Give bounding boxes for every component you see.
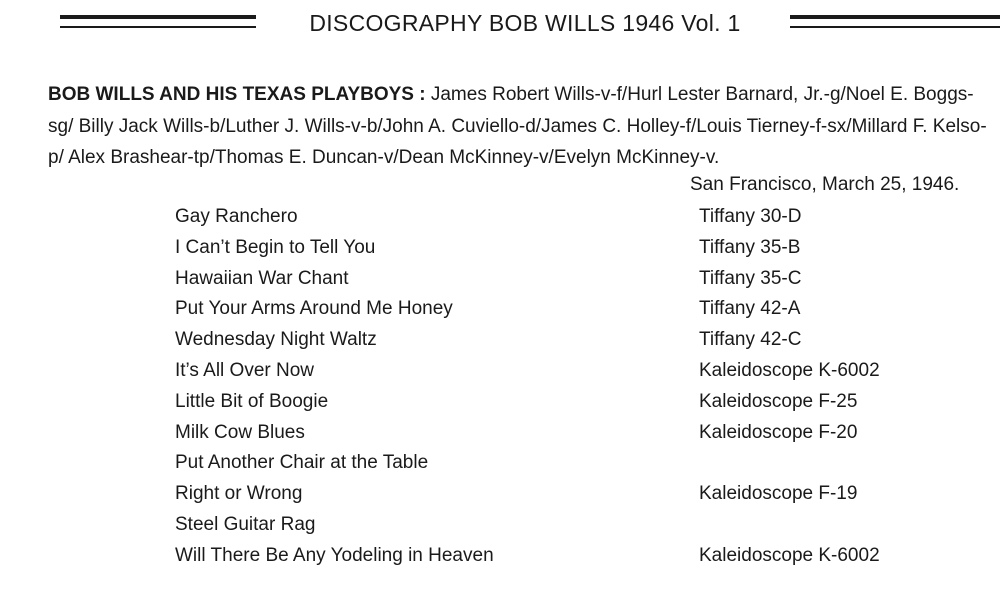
rule-thick-line (790, 15, 1000, 19)
track-title: It’s All Over Now (175, 359, 315, 381)
track-issue: Tiffany 42-A (699, 298, 801, 320)
track-title: I Can’t Begin to Tell You (175, 236, 376, 258)
track-issue: Kaleidoscope K-6002 (699, 544, 880, 566)
personnel-paragraph (48, 79, 988, 174)
track-issue: Tiffany 35-B (699, 236, 801, 258)
track-row (175, 510, 965, 541)
track-title: Milk Cow Blues (175, 421, 305, 443)
track-title: Wednesday Night Waltz (175, 329, 377, 351)
track-title: Put Another Chair at the Table (175, 452, 429, 474)
track-issue: Tiffany 30-D (699, 206, 802, 227)
track-row (175, 418, 965, 449)
track-issue: Kaleidoscope K-6002 (699, 359, 880, 381)
track-list (175, 202, 965, 572)
rule-thick-line (60, 15, 256, 19)
track-title: Hawaiian War Chant (175, 267, 349, 289)
track-row (175, 325, 965, 356)
track-row (175, 541, 965, 572)
track-title: Little Bit of Boogie (175, 390, 329, 412)
track-issue: Kaleidoscope F-25 (699, 390, 858, 412)
track-row (175, 479, 965, 510)
header-rule-left (60, 15, 256, 33)
track-issue: Kaleidoscope F-20 (699, 421, 858, 443)
track-row (175, 264, 965, 295)
track-row (175, 387, 965, 418)
header-rule-right (790, 15, 1000, 33)
track-row (175, 356, 965, 387)
track-title: Gay Ranchero (175, 206, 298, 227)
band-name: BOB WILLS AND HIS TEXAS PLAYBOYS : (48, 84, 426, 105)
rule-thin-line (790, 26, 1000, 28)
session-place-date: San Francisco, March 25, 1946. (690, 174, 960, 195)
track-issue: Kaleidoscope F-19 (699, 483, 858, 505)
track-title: Right or Wrong (175, 483, 303, 505)
track-title: Steel Guitar Rag (175, 513, 316, 535)
rule-thin-line (60, 26, 256, 28)
band-members: James Robert Wills-v-f/Hurl Lester Barnard, Jr.-g/Noel E. Boggs-sg/ Billy Jack Wills-b/Luther J. Wills-v-b/John A. Cuviello-d/James C. Holley-f/Louis Tierney-f-sx/Millard F. Kelso-p/ Alex Brashear-tp/Thomas E. Duncan-v/Dean McKinney-v/Evelyn McKinney-v. (48, 84, 987, 168)
track-row (175, 233, 965, 264)
track-row (175, 202, 965, 233)
track-title: Will There Be Any Yodeling in Heaven (175, 544, 494, 566)
track-issue: Tiffany 42-C (699, 329, 802, 351)
track-row (175, 294, 965, 325)
track-issue: Tiffany 35-C (699, 267, 802, 289)
track-title: Put Your Arms Around Me Honey (175, 298, 453, 320)
page-title: DISCOGRAPHY BOB WILLS 1946 Vol. 1 (309, 10, 741, 36)
track-row (175, 448, 965, 479)
